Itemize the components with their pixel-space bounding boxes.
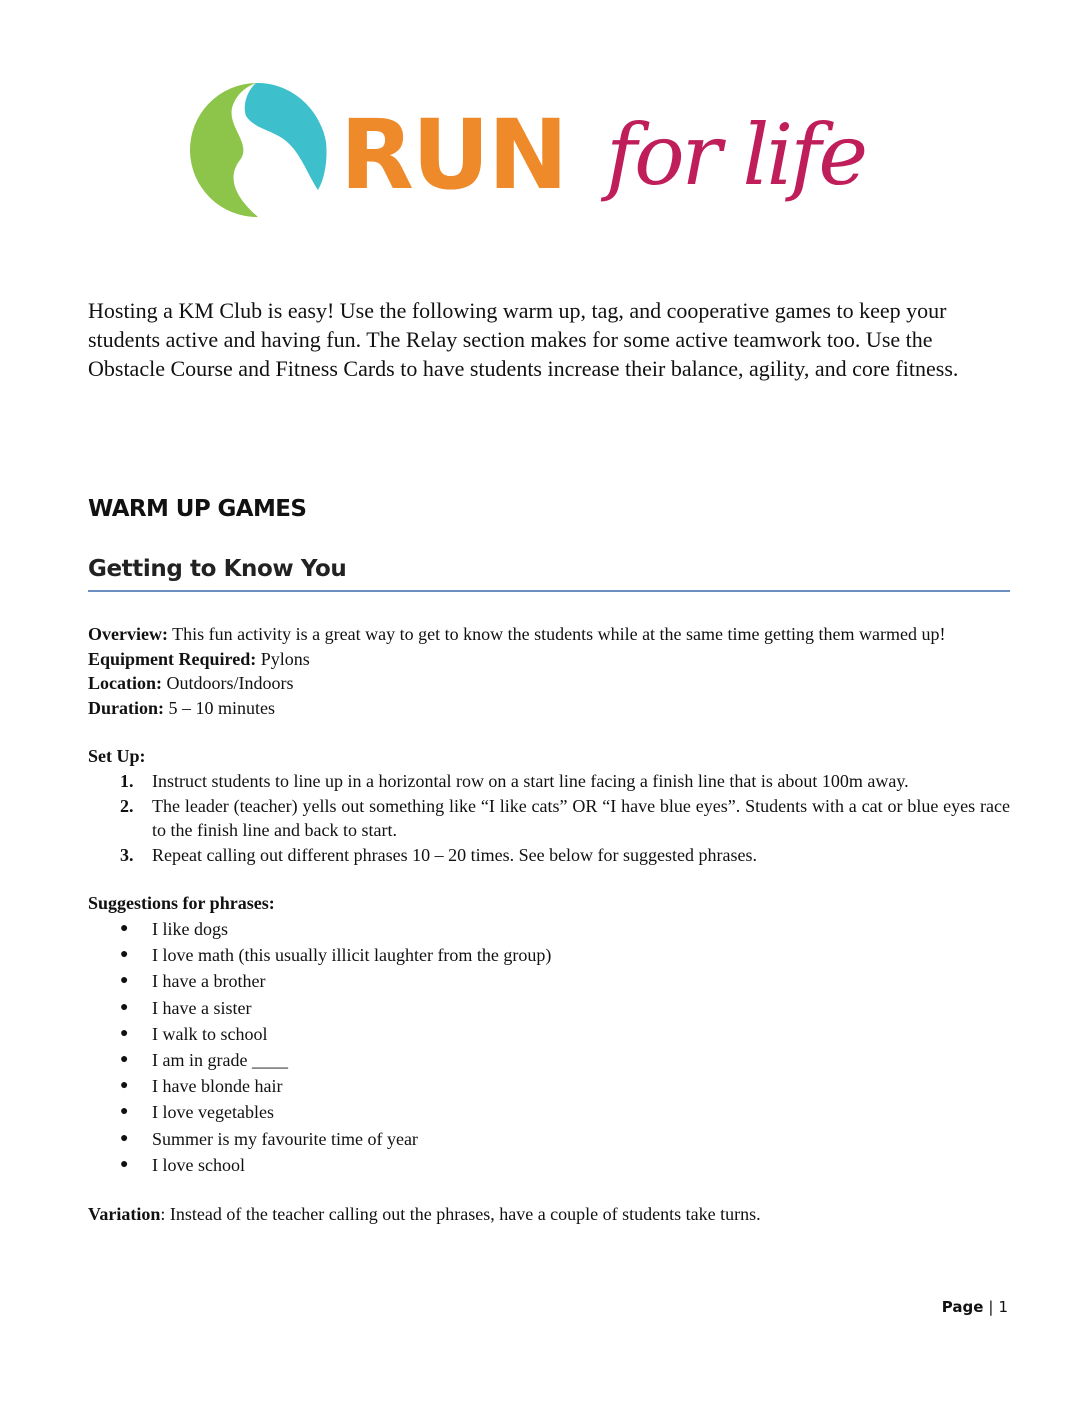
setup-label: Set Up:	[88, 746, 146, 767]
list-item	[88, 1152, 1010, 1178]
logo-for-life-word: for life	[606, 106, 866, 204]
variation-text: : Instead of the teacher calling out the phrases, have a couple of students take turns.	[160, 1203, 761, 1224]
step-number: 2.	[120, 795, 134, 816]
duration-text: 5 – 10 minutes	[168, 697, 275, 718]
duration-line	[88, 696, 1010, 721]
phrases-list	[88, 916, 1010, 1178]
phrase-text: I am in grade ____	[152, 1049, 288, 1070]
phrases-heading	[88, 891, 1010, 916]
phrase-text: I have a sister	[152, 997, 252, 1018]
variation-line	[88, 1202, 1010, 1227]
activity-title: Getting to Know You	[88, 556, 1010, 592]
overview-text: This fun activity is a great way to get to know the students while at the same time getting them warmed up!	[172, 624, 946, 644]
bullet-icon: ●	[120, 947, 129, 963]
setup-step	[88, 769, 1010, 794]
list-item	[88, 968, 1010, 994]
bullet-icon: ●	[120, 1025, 129, 1041]
step-text: Repeat calling out different phrases 10 – 20 times. See below for suggested phrases.	[152, 844, 758, 865]
setup-steps-list	[88, 769, 1010, 867]
location-label: Location:	[88, 673, 162, 694]
activity-body	[88, 622, 1010, 1227]
duration-label: Duration:	[88, 697, 164, 718]
bullet-icon: ●	[120, 1051, 129, 1067]
setup-heading	[88, 744, 1010, 769]
bullet-icon: ●	[120, 1104, 129, 1120]
equipment-label: Equipment Required:	[88, 648, 257, 669]
phrase-text: I love school	[152, 1154, 245, 1175]
phrase-text: Summer is my favourite time of year	[152, 1128, 418, 1149]
setup-step	[88, 794, 1010, 843]
step-text: The leader (teacher) yells out something like “I like cats” OR “I have blue eyes”. Students with a cat or blue eyes race to the finish line and back to start.	[152, 795, 1010, 841]
step-text: Instruct students to line up in a horizontal row on a start line facing a finish line that is about 100m away.	[152, 770, 909, 791]
page-footer	[942, 1298, 1008, 1316]
step-number: 3.	[120, 844, 134, 865]
bullet-icon: ●	[120, 1130, 129, 1146]
overview-line	[88, 622, 1010, 647]
phrases-label: Suggestions for phrases:	[88, 893, 275, 914]
page-label: Page	[941, 1298, 984, 1316]
variation-label: Variation	[88, 1203, 161, 1224]
phrase-text: I love vegetables	[152, 1102, 274, 1123]
bullet-icon: ●	[120, 1156, 129, 1172]
overview-label: Overview:	[88, 624, 168, 644]
equipment-text: Pylons	[260, 648, 310, 669]
list-item	[88, 1099, 1010, 1125]
list-item	[88, 942, 1010, 968]
list-item	[88, 1073, 1010, 1099]
phrase-text: I have blonde hair	[152, 1076, 283, 1097]
location-line	[88, 671, 1010, 696]
phrase-text: I love math (this usually illicit laughter from the group)	[152, 945, 552, 966]
page-separator: |	[988, 1298, 994, 1316]
step-number: 1.	[120, 770, 134, 791]
setup-step	[88, 843, 1010, 868]
logo-emblem-teal	[245, 83, 327, 190]
list-item	[88, 916, 1010, 942]
run-for-life-logo	[188, 80, 888, 220]
phrase-text: I like dogs	[152, 918, 228, 939]
intro-paragraph: Hosting a KM Club is easy! Use the following warm up, tag, and cooperative games to keep your students active and having fun. The Relay section makes for some active teamwork too. Use the Obstacle Course and Fitness Cards to have students increase their balance, agility, and core fitness.	[88, 298, 959, 381]
bullet-icon: ●	[120, 1078, 129, 1094]
bullet-icon: ●	[120, 999, 129, 1015]
list-item	[88, 1021, 1010, 1047]
logo-run-word: RUN	[340, 99, 567, 211]
location-text: Outdoors/Indoors	[166, 673, 294, 694]
bullet-icon: ●	[120, 920, 129, 936]
list-item	[88, 1047, 1010, 1073]
phrase-text: I walk to school	[152, 1023, 268, 1044]
page-number: 1	[998, 1298, 1008, 1316]
list-item	[88, 995, 1010, 1021]
list-item	[88, 1126, 1010, 1152]
equipment-line	[88, 647, 1010, 672]
logo-graphic	[188, 80, 888, 220]
bullet-icon: ●	[120, 973, 129, 989]
section-heading: WARM UP GAMES	[88, 496, 307, 522]
phrase-text: I have a brother	[152, 971, 266, 992]
